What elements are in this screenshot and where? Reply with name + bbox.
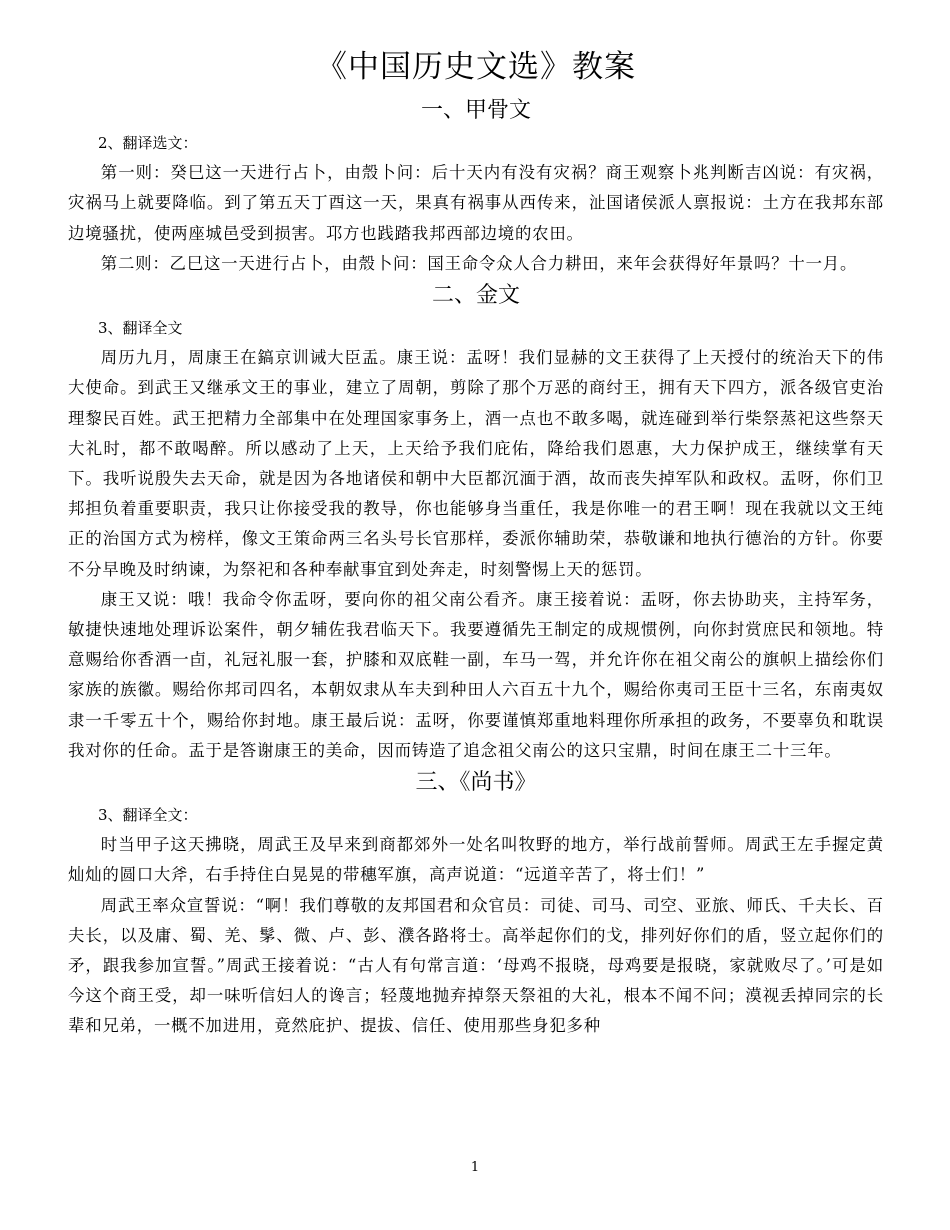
paragraph: 时当甲子这天拂晓，周武王及早来到商都郊外一处名叫牧野的地方，举行战前誓师。周武王左手握定黄灿灿的圆口大斧，右手持住白晃晃的带穗军旗，高声说道：“远道辛苦了，将士们！” xyxy=(68,835,884,885)
page-number: 1 xyxy=(470,1160,480,1175)
paragraph: 第一则：癸巳这一天进行占卜，由殼卜问：后十天内有没有灾祸？商王观察卜兆判断吉凶说：有灾祸，灾祸马上就要降临。到了第五天丁酉这一天，果真有祸事从西传来，沚国诸侯派人禀报说：土方在我邦东部边境骚扰，使两座城邑受到损害。邛方也践踏我邦西部边境的农田。 xyxy=(68,163,884,243)
section-sublabel: 2、翻译选文： xyxy=(98,134,198,152)
section-sublabel: 3、翻译全文： xyxy=(98,806,198,825)
paragraph: 康王又说：哦！我命令你盂呀，要向你的祖父南公看齐。康王接着说：盂呀，你去协助夹，主持军务，敏捷快速地处理诉讼案件，朝夕辅佐我君临天下。我要遵循先王制定的成规惯例，向你封赏庶民和领地。特意赐给你香酒一卣，礼冠礼服一套，护膝和双底鞋一副，车马一驾，并允许你在祖父南公的旗帜上描绘你们家族的族徽。赐给你邦司四名，本朝奴隶从车夫到种田人六百五十九个，赐给你夷司王臣十三名，东南夷奴隶一千零五十个，赐给你封地。康王最后说：盂呀，你要谨慎郑重地料理你所承担的政务，不要辜负和耽误我对你的任命。盂于是答谢康王的美命，因而铸造了追念祖父南公的这只宝鼎，时间在康王二十三年。 xyxy=(68,589,884,760)
paragraph: 第二则：乙巳这一天进行占卜，由殼卜问：国王命令众人合力耕田，来年会获得好年景吗？十一月。 xyxy=(100,253,858,273)
document-page xyxy=(68,40,884,1042)
section-heading: 二、金文 xyxy=(431,283,520,309)
paragraph: 周历九月，周康王在鎬京训诫大臣盂。康王说：盂呀！我们显赫的文王获得了上天授付的统治天下的伟大使命。到武王又继承文王的事业，建立了周朝，剪除了那个万恶的商纣王，拥有天下四方，派各级官吏治理黎民百姓。武王把精力全部集中在处理国家事务上，酒一点也不敢多喝，就连碰到举行柴祭蒸祀这些祭天大礼时，都不敢喝醉。所以感动了上天，上天给予我们庇佑，降给我们恩惠，大力保护成王，继续掌有天下。我听说殷失去天命，就是因为各地诸侯和朝中大臣都沉湎于酒，故而丧失掉军队和政权。盂呀，你们卫邦担负着重要职责，我只让你接受我的教导，你也能够身当重任，我是你唯一的君王啊！现在我就以文王纯正的治国方式为榜样，像文王策命两三名头号长官那样，委派你辅助荣，恭敬谦和地执行德治的方针。你要不分早晚及时纳谏，为祭祀和各种奉献事宜到处奔走，时刻警惕上天的惩罚。 xyxy=(68,348,884,579)
section-oracle-bone xyxy=(68,94,884,279)
page-title: 《中国历史文选》教案 xyxy=(316,49,636,85)
section-shangshu xyxy=(68,766,884,1042)
section-heading: 三、《尚书》 xyxy=(415,770,537,796)
section-bronze-inscription xyxy=(68,279,884,766)
paragraph: 周武王率众宣誓说：“啊！我们尊敬的友邦国君和众官员：司徒、司马、司空、亚旅、师氏、千夫长、百夫长，以及庸、蜀、羌、髳、微、卢、彭、濮各路将士。高举起你们的戈，排列好你们的盾，竖立起你们的矛，跟我参加宣誓。”周武王接着说：“古人有句常言道：‘母鸡不报晓，母鸡要是报晓，家就败尽了。’可是如今这个商王受，却一味听信妇人的谗言；轻蔑地抛弃掉祭天祭祖的大礼，根本不闻不问；漠视丢掉同宗的长辈和兄弟，一概不加进用，竟然庇护、提拔、信任、使用那些身犯多种 xyxy=(68,895,884,1036)
section-sublabel: 3、翻译全文 xyxy=(98,319,183,338)
section-heading: 一、甲骨文 xyxy=(420,98,531,123)
